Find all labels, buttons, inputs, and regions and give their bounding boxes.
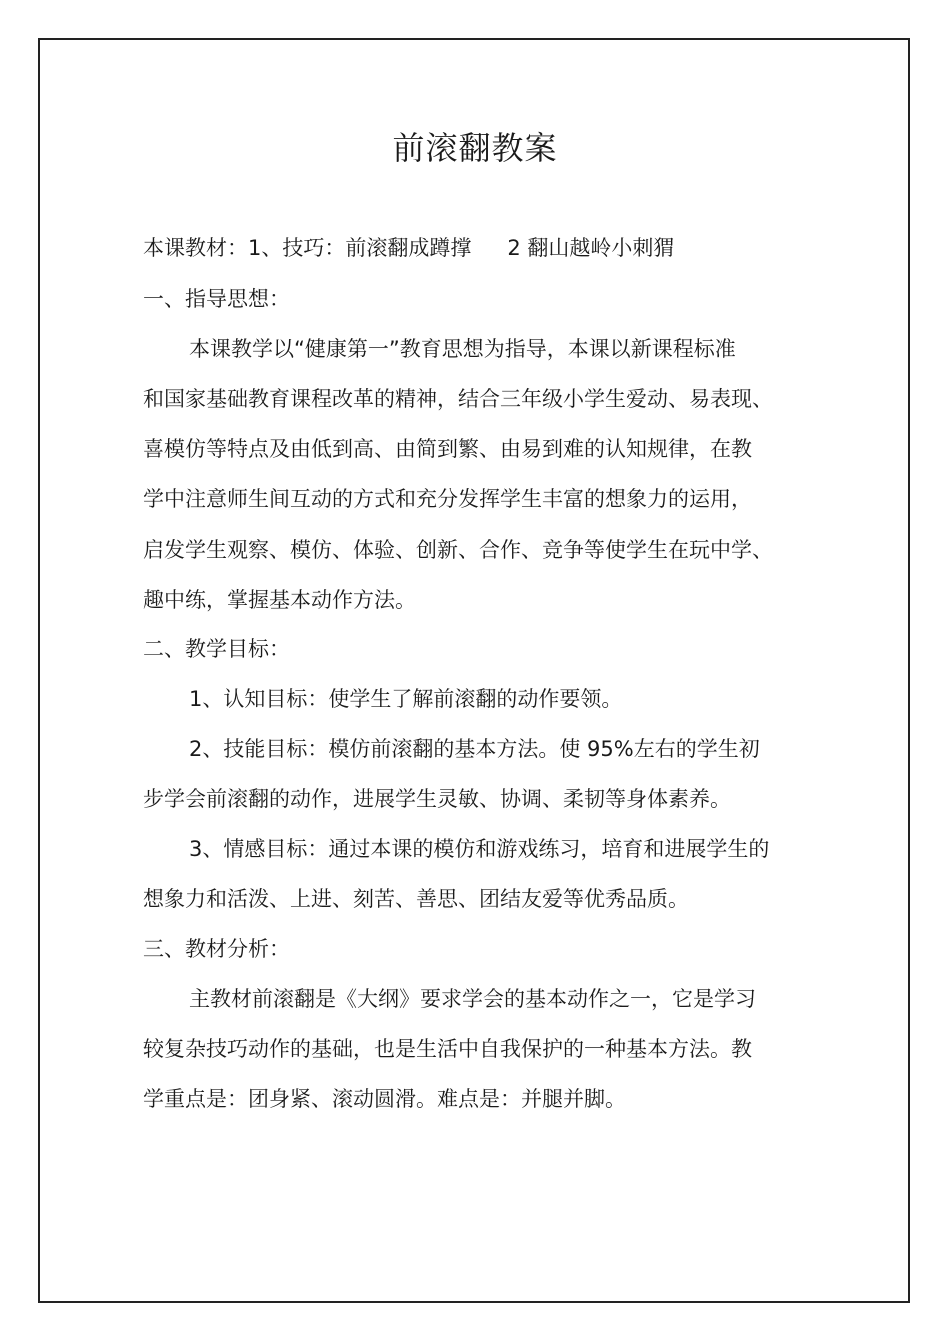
goal-cognitive: 1、认知目标：使学生了解前滚翻的动作要领。 — [189, 687, 623, 711]
paragraph-line: 想象力和活泼、上进、刻苦、善思、团结友爱等优秀品质。 — [143, 887, 689, 911]
material-line — [143, 233, 674, 263]
paragraph-line: 较复杂技巧动作的基础，也是生活中自我保护的一种基本方法。教 — [143, 1037, 752, 1061]
goal-emotional: 3、情感目标：通过本课的模仿和游戏练习，培育和进展学生的 — [189, 837, 770, 861]
paragraph-line: 主教材前滚翻是《大纲》要求学会的基本动作之一，它是学习 — [189, 987, 756, 1011]
section-heading-material-analysis: 三、教材分析： — [143, 937, 290, 961]
section-heading-teaching-goals: 二、教学目标： — [143, 637, 290, 661]
paragraph-line: 趣中练，掌握基本动作方法。 — [143, 588, 416, 612]
paragraph-line: 喜模仿等特点及由低到高、由简到繁、由易到难的认知规律，在教 — [143, 437, 752, 461]
paragraph-line: 启发学生观察、模仿、体验、创新、合作、竞争等使学生在玩中学、 — [143, 538, 773, 562]
paragraph-line: 本课教学以“健康第一”教育思想为指导，本课以新课程标准 — [189, 337, 736, 361]
paragraph-line: 和国家基础教育课程改革的精神，结合三年级小学生爱动、易表现、 — [143, 387, 773, 411]
goal-skill: 2、技能目标：模仿前滚翻的基本方法。使 95%左右的学生初 — [189, 737, 760, 761]
paragraph-line: 学中注意师生间互动的方式和充分发挥学生丰富的想象力的运用， — [143, 487, 752, 511]
material-line-part2: 2 翻山越岭小刺猬 — [507, 236, 675, 260]
document-title: 前滚翻教案 — [392, 129, 558, 167]
paragraph-line: 步学会前滚翻的动作，进展学生灵敏、协调、柔韧等身体素养。 — [143, 787, 731, 811]
material-line-part1: 本课教材：1、技巧：前滚翻成蹲撑 — [143, 236, 472, 260]
paragraph-line: 学重点是：团身紧、滚动圆滑。难点是：并腿并脚。 — [143, 1087, 626, 1111]
section-heading-guiding-thought: 一、指导思想： — [143, 287, 290, 311]
